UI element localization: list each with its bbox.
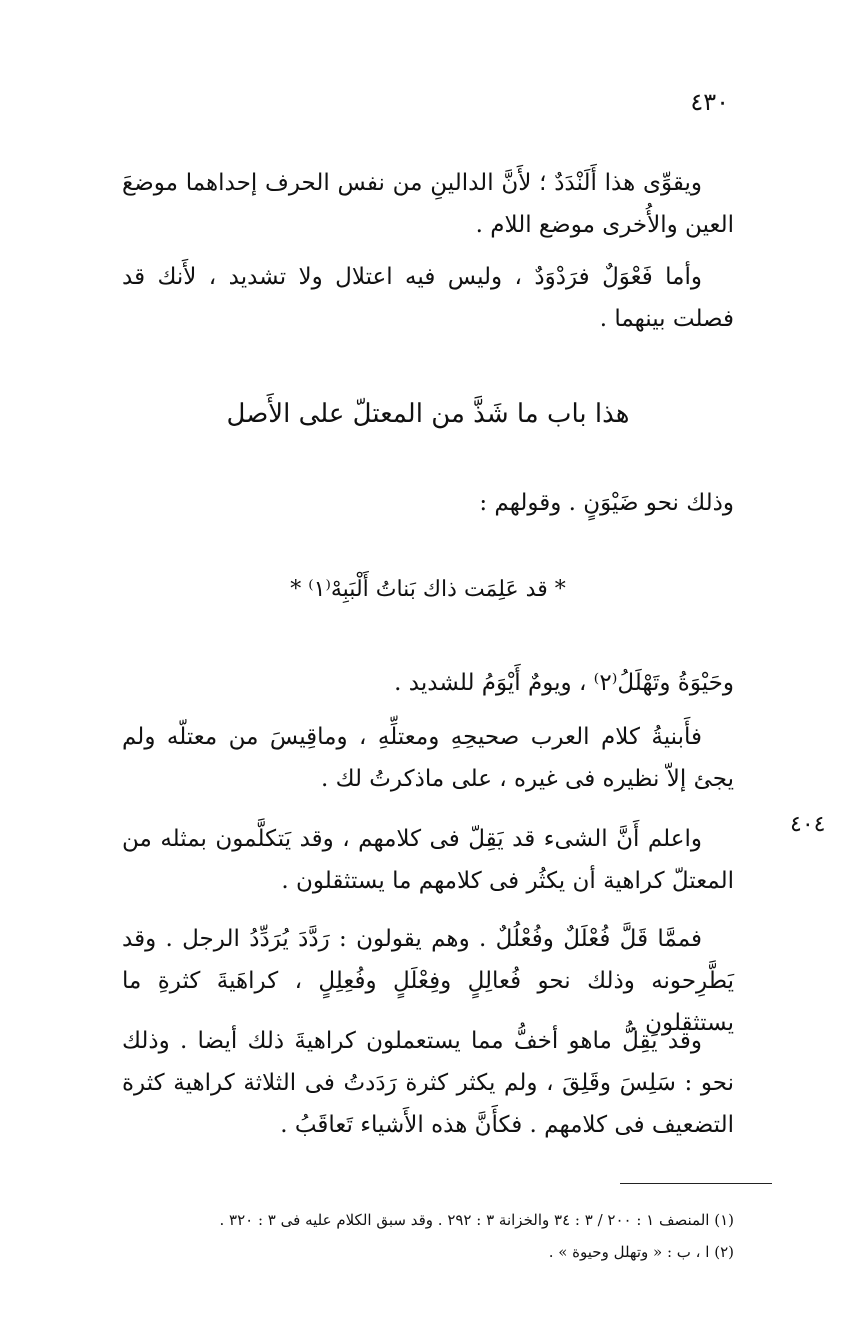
paragraph-8: وقد يَقِلُّ ماهو أخفُّ مما يستعملون كراهيةَ ذلك أيضا . وذلك نحو : سَلِسَ وقَلِقَ ، ولم يكثر كثرة رَدَدتُ فى الثلاثة كراهية كثرة التضعيف فى كلامهم . فكأَنَّ هذه الأَشياء تَعاقَبُ . bbox=[122, 1028, 734, 1138]
margin-page-reference: ٤٠٤ bbox=[790, 812, 826, 837]
footnote-divider bbox=[620, 1183, 772, 1184]
paragraph-6: واعلم أَنَّ الشىء قد يَقِلّ فى كلامهم ، وقد يَتكلَّمون بمثله من المعتلّ كراهية أن يكثُر فى كلامهم ما يستثقلون . bbox=[122, 826, 734, 894]
paragraph-3: وذلك نحو ضَيْوَنٍ . وقولهم : bbox=[479, 490, 734, 516]
paragraph-1: ويقوِّى هذا أَلَنْدَدٌ ؛ لأَنَّ الدالينِ من نفس الحرف إحداهما موضعَ العين والأُخرى موضع اللام . bbox=[122, 170, 734, 238]
paragraph-7: فممَّا قَلَّ فُعْلَلٌ وفُعْلُلٌ . وهم يقولون : رَدَّدَ يُرَدِّدُ الرجل . وقد يَطَّرِحونه وذلك نحو فُعالِلٍ وفِعْلَلٍ وفُعِلِلٍ ، كراهَيةَ كثرةِ ما يستثقلون . bbox=[122, 926, 734, 1036]
paragraph-5: فأَبنيةُ كلام العرب صحيحِهِ ومعتلِّهِ ، وماقِيسَ من معتلّه ولم يجئ إلاّ نظيره فى غيره ، على ماذكرتُ لك . bbox=[122, 724, 734, 792]
paragraph-4: وحَيْوَةُ وتَهْلَلُ⁽٢⁾ ، ويومٌ أَيْوَمُ للشديد . bbox=[394, 670, 734, 696]
verse-line: * قد عَلِمَت ذاك بَناتُ أَلْبَبِهْ⁽١⁾ * bbox=[290, 577, 566, 602]
page-number: ٤٣٠ bbox=[690, 88, 729, 116]
footnote-2: (٢) ا ، ب : « وتهلل وحيوة » . bbox=[548, 1243, 734, 1261]
section-heading: هذا باب ما شَذَّ من المعتلّ على الأَصل bbox=[226, 399, 630, 429]
footnote-1: (١) المنصف ١ : ٢٠٠ / ٣ : ٣٤ والخزانة ٣ : ٢٩٢ . وقد سبق الكلام عليه فى ٣ : ٣٢٠ . bbox=[219, 1211, 734, 1229]
paragraph-2: وأما فَعْوَلٌ فرَدْوَدٌ ، وليس فيه اعتلال ولا تشديد ، لأَنك قد فصلت بينهما . bbox=[122, 264, 734, 332]
